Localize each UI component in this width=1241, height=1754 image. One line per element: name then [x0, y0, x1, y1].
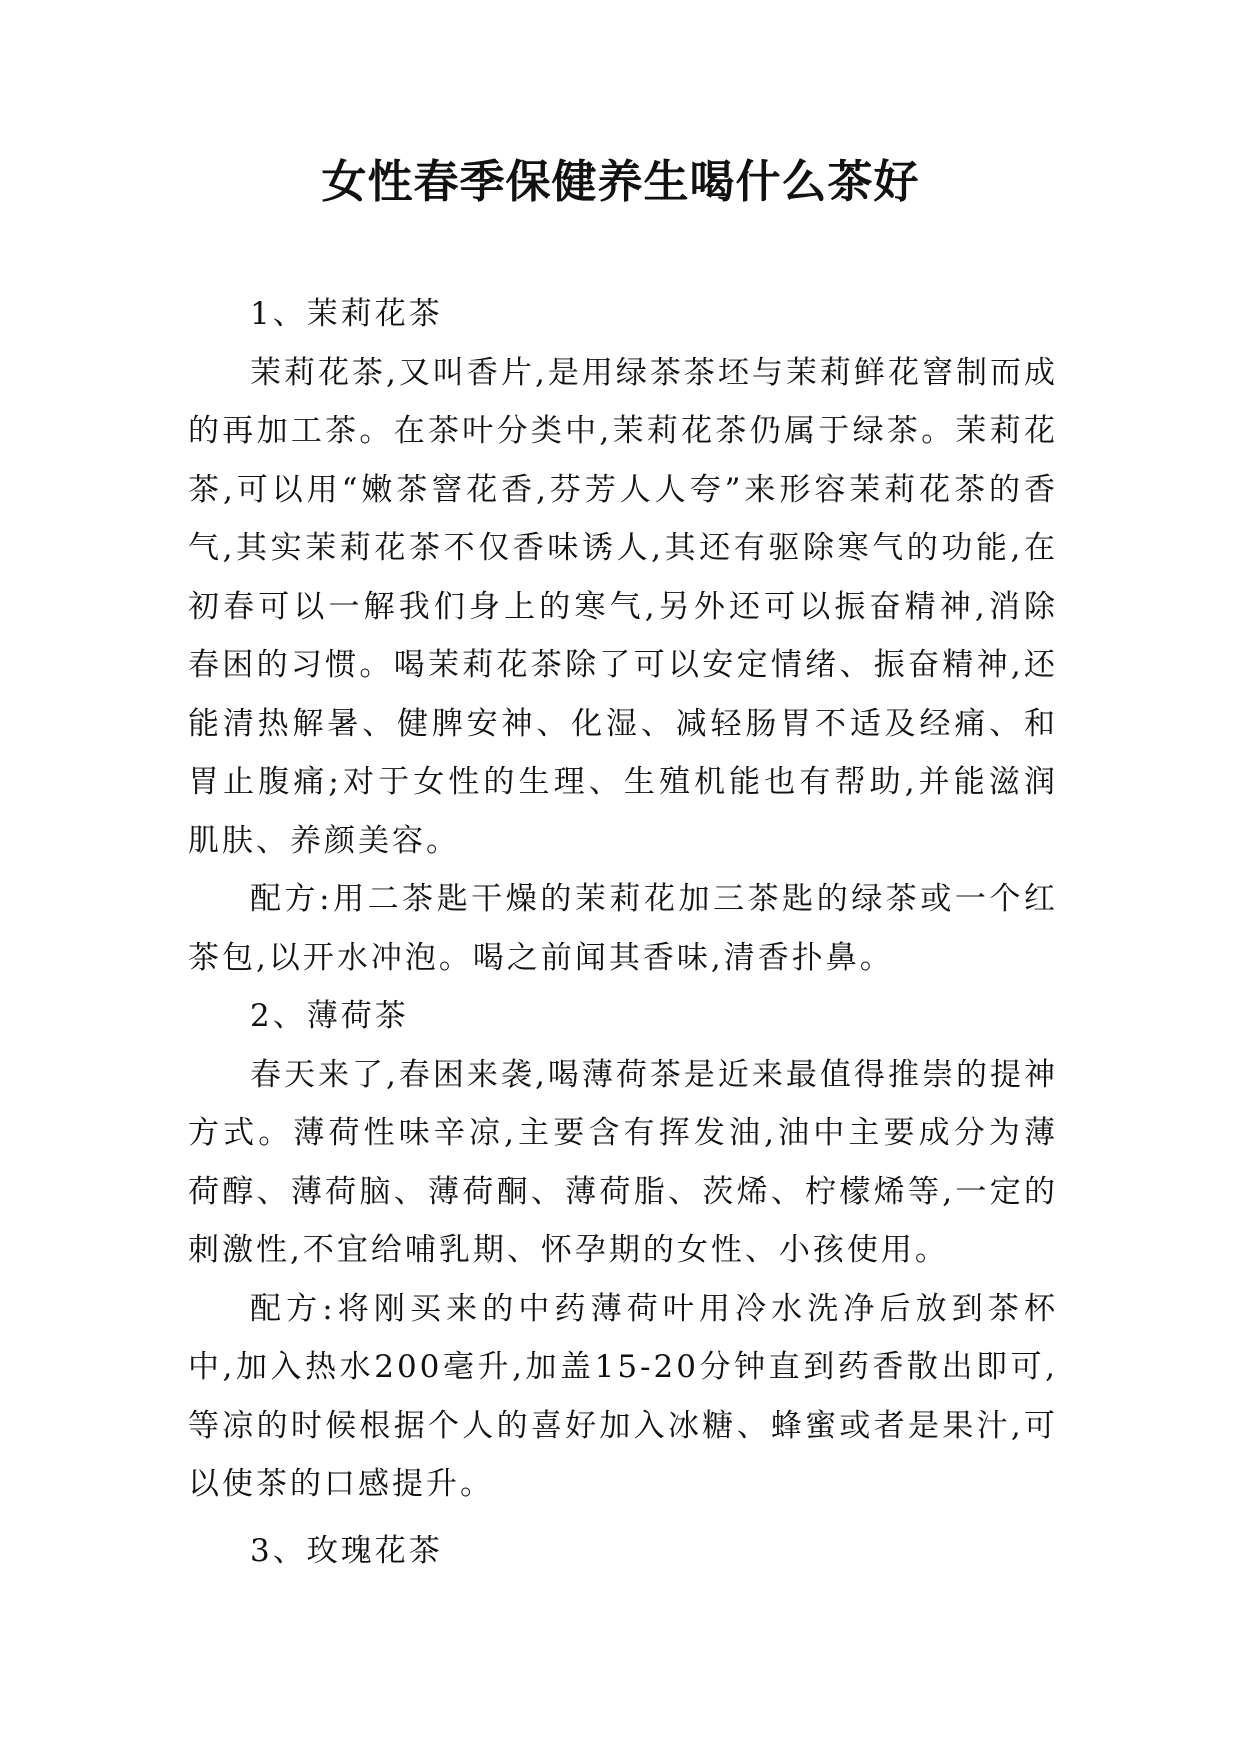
document-title: 女性春季保健养生喝什么茶好: [321, 155, 920, 208]
section-heading: 2、薄荷茶: [250, 998, 409, 1034]
recipe-paragraph: 配方:将刚买来的中药薄荷叶用冷水洗净后放到茶杯中,加入热水200毫升,加盖15-20分钟直到药香散出即可,等凉的时候根据个人的喜好加入冰糖、蜂蜜或者是果汁,可以使茶的口感提升。: [188, 1290, 1058, 1502]
recipe-paragraph: 配方:用二茶匙干燥的茉莉花加三茶匙的绿茶或一个红茶包,以开水冲泡。喝之前闻其香味,清香扑鼻。: [188, 881, 1058, 976]
section-heading: 3、玫瑰花茶: [250, 1532, 443, 1569]
section-jasmine-tea: [188, 285, 1058, 987]
body-paragraph: 茉莉花茶,又叫香片,是用绿茶茶坯与茉莉鲜花窨制而成的再加工茶。在茶叶分类中,茉莉花茶仍属于绿茶。茉莉花茶,可以用“嫩茶窨花香,芬芳人人夸”来形容茉莉花茶的香气,其实茉莉花茶不仅香味诱人,其还有驱除寒气的功能,在初春可以一解我们身上的寒气,另外还可以振奋精神,消除春困的习惯。喝茉莉花茶除了可以安定情绪、振奋精神,还能清热解暑、健脾安神、化湿、减轻肠胃不适及经痛、和胃止腹痛;对于女性的生理、生殖机能也有帮助,并能滋润肌肤、养颜美容。: [188, 354, 1058, 859]
section-mint-tea: [188, 987, 1058, 1514]
section-rose-tea: [188, 1522, 1058, 1581]
body-paragraph: 春天来了,春困来袭,喝薄荷茶是近来最值得推崇的提神方式。薄荷性味辛凉,主要含有挥发油,油中主要成分为薄荷醇、薄荷脑、薄荷酮、薄荷脂、茨烯、柠檬烯等,一定的刺激性,不宜给哺乳期、怀孕期的女性、小孩使用。: [188, 1056, 1058, 1268]
document-body: [188, 285, 1058, 1580]
section-heading: 1、茉莉花茶: [250, 296, 443, 332]
